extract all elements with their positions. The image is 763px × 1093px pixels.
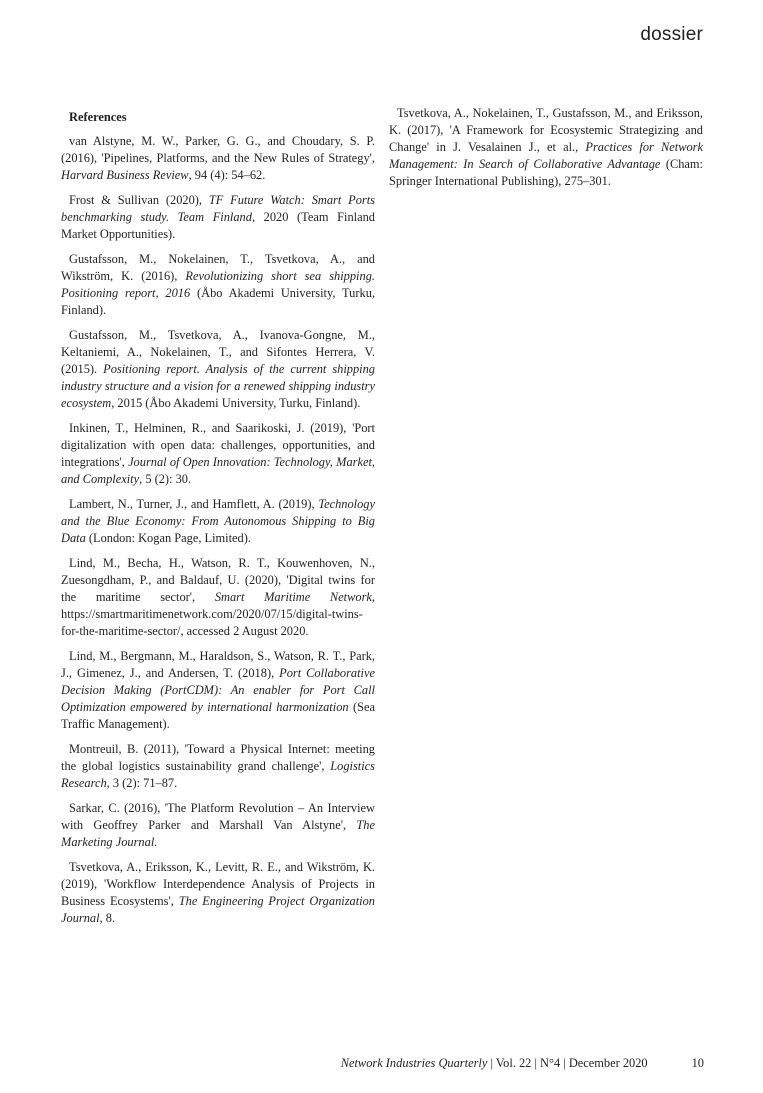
page-footer <box>341 1056 704 1071</box>
reference-item: Lind, M., Becha, H., Watson, R. T., Kouwenhoven, N., Zuesongdham, P., and Baldauf, U. (2020), 'Digital twins for the maritime sector', Smart Maritime Network, https://smartmaritimenetwork.com/2020/07/15/digital-twins-for-the-maritime-sector/, accessed 2 August 2020. <box>61 556 376 638</box>
reference-item: Gustafsson, M., Nokelainen, T., Tsvetkova, A., and Wikström, K. (2016), Revolutionizing short sea shipping. Positioning report, 2016 (Åbo Akademi University, Turku, Finland). <box>61 252 375 317</box>
issue-info: | Vol. 22 | N°4 | December 2020 <box>487 1056 648 1070</box>
reference-item: van Alstyne, M. W., Parker, G. G., and Choudary, S. P. (2016), 'Pipelines, Platforms, and the New Rules of Strategy', Harvard Business Review, 94 (4): 54–62. <box>61 134 375 182</box>
reference-item: Gustafsson, M., Tsvetkova, A., Ivanova-Gongne, M., Keltaniemi, A., Nokelainen, T., and Sifontes Herrera, V. (2015). Positioning report. Analysis of the current shipping industry structure and a vision for a renewed shipping industry ecosystem, 2015 (Åbo Akademi University, Turku, Finland). <box>61 328 376 410</box>
reference-item: Lind, M., Bergmann, M., Haraldson, S., Watson, R. T., Park, J., Gimenez, J., and Andersen, T. (2018), Port Collaborative Decision Making (PortCDM): An enabler for Port Call Optimization empowered by international harmonization (Sea Traffic Management). <box>61 649 375 731</box>
reference-item: Frost & Sullivan (2020), TF Future Watch: Smart Ports benchmarking study. Team Finland, 2020 (Team Finland Market Opportunities). <box>61 193 375 241</box>
reference-item: Tsvetkova, A., Eriksson, K., Levitt, R. E., and Wikström, K. (2019), 'Workflow Interdependence Analysis of Projects in Business Ecosystems', The Engineering Project Organization Journal, 8. <box>61 860 375 925</box>
journal-name: Network Industries Quarterly <box>340 1056 488 1070</box>
reference-item: Sarkar, C. (2016), 'The Platform Revolution – An Interview with Geoffrey Parker and Marshall Van Alstyne', The Marketing Journal. <box>61 801 375 849</box>
reference-item: Montreuil, B. (2011), 'Toward a Physical Internet: meeting the global logistics sustainability grand challenge', Logistics Research, 3 (2): 71–87. <box>61 742 375 790</box>
references-column-right <box>389 105 703 198</box>
reference-item: Lambert, N., Turner, J., and Hamflett, A. (2019), Technology and the Blue Economy: From Autonomous Shipping to Big Data (London: Kogan Page, Limited). <box>61 497 375 545</box>
reference-item: Tsvetkova, A., Nokelainen, T., Gustafsson, M., and Eriksson, K. (2017), 'A Framework for Ecosystemic Strategizing and Change' in J. Vesalainen J., et al., Practices for Network Management: In Search of Collaborative Advantage (Cham: Springer International Publishing), 275–301. <box>389 106 703 188</box>
references-heading: References <box>69 110 127 124</box>
section-tag: dossier <box>640 24 703 45</box>
reference-item: Inkinen, T., Helminen, R., and Saarikoski, J. (2019), 'Port digitalization with open data: challenges, opportunities, and integrations', Journal of Open Innovation: Technology, Market, and Complexity, 5 (2): 30. <box>61 421 375 486</box>
references-column-left <box>61 109 375 935</box>
page-number: 10 <box>691 1056 704 1070</box>
